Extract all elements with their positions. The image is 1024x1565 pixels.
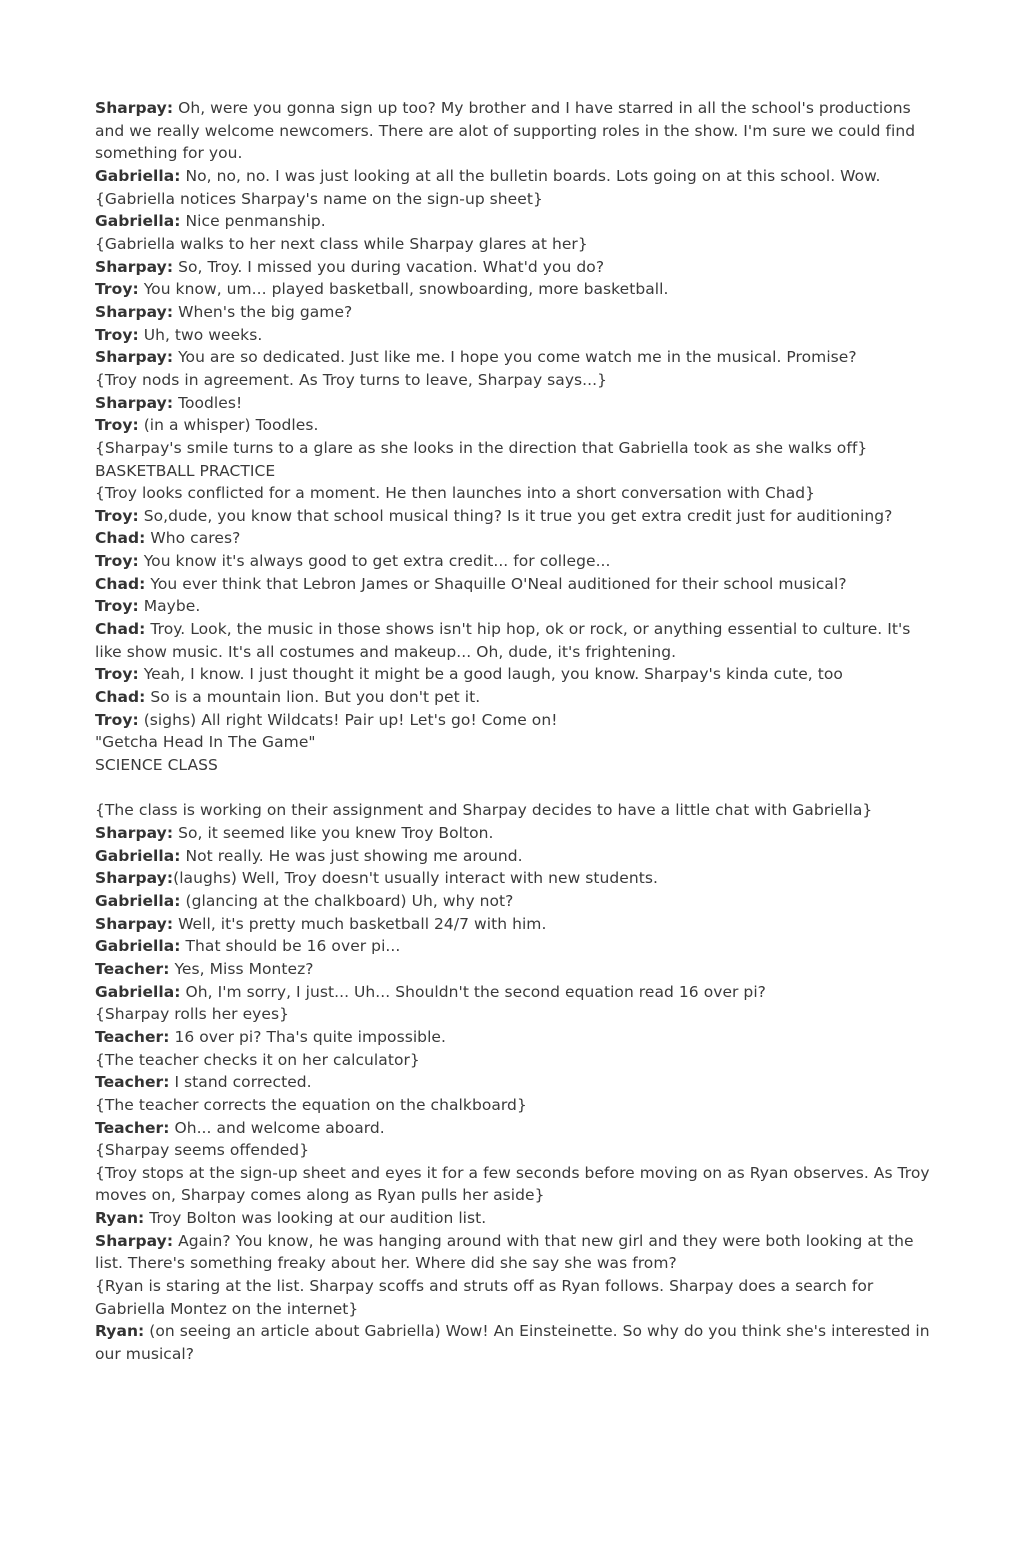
dialogue-line <box>95 165 934 188</box>
line-text: {Gabriella walks to her next class while Sharpay glares at her} <box>95 234 588 253</box>
stage-direction <box>95 369 934 392</box>
speaker-name: Troy: <box>95 325 139 344</box>
speaker-name: Troy: <box>95 597 139 616</box>
dialogue-line <box>95 550 934 573</box>
line-text: So,dude, you know that school musical thing? Is it true you get extra credit just for auditioning? <box>138 506 893 525</box>
line-text: No, no, no. I was just looking at all the bulletin boards. Lots going on at this school. Wow. <box>180 166 881 185</box>
line-text: Who cares? <box>145 529 241 548</box>
stage-direction <box>95 754 934 777</box>
dialogue-line <box>95 256 934 279</box>
line-text: You know, um... played basketball, snowboarding, more basketball. <box>138 280 669 299</box>
dialogue-line <box>95 392 934 415</box>
line-text: (in a whisper) Toodles. <box>138 416 319 435</box>
line-text: Troy. Look, the music in those shows isn't hip hop, ok or rock, or anything essential to culture. It's like show music. It's all costumes and makeup... Oh, dude, it's frightening. <box>95 620 911 661</box>
speaker-name: Teacher: <box>95 1027 170 1046</box>
stage-direction <box>95 233 934 256</box>
dialogue-line <box>95 981 934 1004</box>
dialogue-line <box>95 845 934 868</box>
stage-direction <box>95 1094 934 1117</box>
speaker-name: Teacher: <box>95 1118 170 1137</box>
line-text: BASKETBALL PRACTICE <box>95 461 276 480</box>
dialogue-line <box>95 1071 934 1094</box>
dialogue-line <box>95 618 934 663</box>
speaker-name: Gabriella: <box>95 166 181 185</box>
dialogue-line <box>95 573 934 596</box>
speaker-name: Sharpay: <box>95 869 174 888</box>
line-text: {Sharpay seems offended} <box>95 1141 310 1160</box>
line-text: 16 over pi? Tha's quite impossible. <box>169 1027 446 1046</box>
line-text: (on seeing an article about Gabriella) Wow! An Einsteinette. So why do you think she's interested in our musical? <box>95 1322 930 1364</box>
dialogue-line <box>95 414 934 437</box>
speaker-name: Gabriella: <box>95 846 181 865</box>
dialogue-line <box>95 527 934 550</box>
speaker-name: Troy: <box>95 280 139 299</box>
speaker-name: Troy: <box>95 665 139 684</box>
dialogue-line <box>95 595 934 618</box>
stage-direction <box>95 1275 934 1320</box>
line-text: Well, it's pretty much basketball 24/7 with him. <box>173 914 547 933</box>
dialogue-line <box>95 958 934 981</box>
dialogue-line <box>95 935 934 958</box>
speaker-name: Chad: <box>95 574 146 593</box>
dialogue-line <box>95 913 934 936</box>
line-text: Nice penmanship. <box>180 212 326 231</box>
dialogue-line <box>95 278 934 301</box>
line-text: {The teacher corrects the equation on the chalkboard} <box>95 1095 527 1114</box>
line-text: Yeah, I know. I just thought it might be a good laugh, you know. Sharpay's kinda cute, too <box>138 665 843 684</box>
stage-direction <box>95 460 934 483</box>
line-text: When's the big game? <box>173 302 353 321</box>
line-text: {The teacher checks it on her calculator} <box>95 1050 420 1069</box>
speaker-name: Chad: <box>95 688 146 707</box>
dialogue-line <box>95 1207 934 1230</box>
stage-direction <box>95 188 934 211</box>
line-text: Not really. He was just showing me around. <box>180 846 523 865</box>
speaker-name: Sharpay: <box>95 99 174 117</box>
stage-direction <box>95 731 934 754</box>
speaker-name: Chad: <box>95 620 146 639</box>
dialogue-line <box>95 346 934 369</box>
dialogue-line <box>95 97 934 165</box>
script-body <box>95 97 934 1366</box>
dialogue-line <box>95 210 934 233</box>
dialogue-line <box>95 324 934 347</box>
dialogue-line <box>95 867 934 890</box>
dialogue-line <box>95 1117 934 1140</box>
dialogue-line <box>95 1320 934 1365</box>
speaker-name: Sharpay: <box>95 914 174 933</box>
line-text: {Ryan is staring at the list. Sharpay scoffs and struts off as Ryan follows. Sharpay does a search for Gabriella Montez on the internet} <box>95 1277 874 1318</box>
line-text: {Gabriella notices Sharpay's name on the sign-up sheet} <box>95 189 543 208</box>
line-text: Oh, I'm sorry, I just... Uh... Shouldn't the second equation read 16 over pi? <box>180 982 766 1001</box>
stage-direction <box>95 482 934 505</box>
speaker-name: Sharpay: <box>95 393 174 412</box>
speaker-name: Ryan: <box>95 1209 145 1228</box>
line-text: So, it seemed like you knew Troy Bolton. <box>173 823 494 842</box>
dialogue-line <box>95 1026 934 1049</box>
line-text: {Troy stops at the sign-up sheet and eyes it for a few seconds before moving on as Ryan observes. As Troy moves on, Sharpay comes along as Ryan pulls her aside} <box>95 1163 930 1205</box>
line-text: Yes, Miss Montez? <box>169 959 314 978</box>
speaker-name: Gabriella: <box>95 982 181 1001</box>
stage-direction <box>95 1139 934 1162</box>
dialogue-line <box>95 1230 934 1275</box>
line-text: You know it's always good to get extra credit... for college... <box>138 552 611 571</box>
line-text: Toodles! <box>173 393 243 412</box>
line-text: Again? You know, he was hanging around with that new girl and they were both looking at the list. There's something freaky about her. Where did she say she was from? <box>95 1231 914 1273</box>
speaker-name: Sharpay: <box>95 257 174 276</box>
stage-direction <box>95 1049 934 1072</box>
dialogue-line <box>95 822 934 845</box>
line-text: Oh, were you gonna sign up too? My brother and I have starred in all the school's productions and we really welcome newcomers. There are alot of supporting roles in the show. I'm sure we could find something for you. <box>95 99 916 163</box>
line-text: Oh... and welcome aboard. <box>169 1118 385 1137</box>
speaker-name: Sharpay: <box>95 1231 174 1250</box>
line-text: (sighs) All right Wildcats! Pair up! Let's go! Come on! <box>138 710 558 729</box>
line-text: Uh, two weeks. <box>138 325 263 344</box>
speaker-name: Troy: <box>95 552 139 571</box>
line-text: {The class is working on their assignment and Sharpay decides to have a little chat with Gabriella} <box>95 801 873 820</box>
line-text: {Troy nods in agreement. As Troy turns to leave, Sharpay says...} <box>95 370 608 389</box>
line-text: {Sharpay's smile turns to a glare as she looks in the direction that Gabriella took as she walks off} <box>95 438 868 457</box>
line-text: (glancing at the chalkboard) Uh, why not? <box>180 891 514 910</box>
speaker-name: Gabriella: <box>95 937 181 956</box>
speaker-name: Teacher: <box>95 1073 170 1092</box>
speaker-name: Teacher: <box>95 959 170 978</box>
line-text: {Sharpay rolls her eyes} <box>95 1005 290 1024</box>
dialogue-line <box>95 301 934 324</box>
speaker-name: Sharpay: <box>95 823 174 842</box>
speaker-name: Sharpay: <box>95 348 174 367</box>
line-text: "Getcha Head In The Game" <box>95 733 316 752</box>
dialogue-line <box>95 505 934 528</box>
speaker-name: Sharpay: <box>95 302 174 321</box>
blank-line <box>95 777 934 800</box>
speaker-name: Troy: <box>95 416 139 435</box>
speaker-name: Ryan: <box>95 1322 145 1341</box>
line-text: I stand corrected. <box>169 1073 312 1092</box>
stage-direction <box>95 1003 934 1026</box>
dialogue-line <box>95 890 934 913</box>
line-text: So is a mountain lion. But you don't pet it. <box>145 688 481 707</box>
speaker-name: Troy: <box>95 710 139 729</box>
dialogue-line <box>95 663 934 686</box>
dialogue-line <box>95 686 934 709</box>
speaker-name: Troy: <box>95 506 139 525</box>
stage-direction <box>95 437 934 460</box>
line-text: So, Troy. I missed you during vacation. What'd you do? <box>173 257 605 276</box>
stage-direction <box>95 799 934 822</box>
line-text: SCIENCE CLASS <box>95 756 218 775</box>
line-text: That should be 16 over pi... <box>180 937 401 956</box>
speaker-name: Chad: <box>95 529 146 548</box>
line-text: You are so dedicated. Just like me. I hope you come watch me in the musical. Promise? <box>173 348 857 367</box>
line-text: You ever think that Lebron James or Shaquille O'Neal auditioned for their school musical? <box>145 574 847 593</box>
stage-direction <box>95 1162 934 1207</box>
line-text: {Troy looks conflicted for a moment. He then launches into a short conversation with Chad} <box>95 484 816 503</box>
line-text: Maybe. <box>138 597 201 616</box>
dialogue-line <box>95 709 934 732</box>
speaker-name: Gabriella: <box>95 891 181 910</box>
line-text: (laughs) Well, Troy doesn't usually interact with new students. <box>173 869 658 888</box>
speaker-name: Gabriella: <box>95 212 181 231</box>
line-text: Troy Bolton was looking at our audition list. <box>144 1209 487 1228</box>
